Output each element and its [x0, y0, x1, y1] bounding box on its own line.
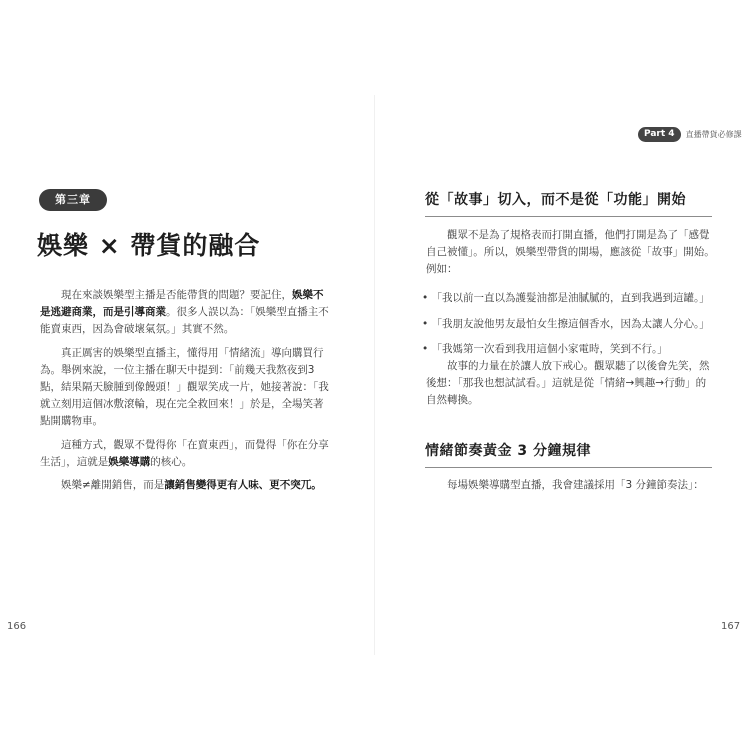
text-span: 現在來談娛樂型主播是否能帶貨的問題？要記住， [61, 289, 292, 301]
left-body [40, 287, 330, 500]
section-heading: 情緒節奏黃金 3 分鐘規律 [425, 440, 712, 468]
chapter-title: 娛樂 × 帶貨的融合 [37, 231, 261, 260]
paragraph [40, 437, 330, 471]
list-item-text: 「我媽第一次看到我用這個小家電時，笑到不行。」 [431, 343, 668, 356]
list-item [422, 316, 722, 333]
story-intro [426, 227, 716, 279]
paragraph: 故事的力量在於讓人放下戒心。觀眾聽了以後會先笑，然後想：「那我也想試試看。」這就是從「情緒→興趣→行動」的自然轉換。 [426, 360, 710, 407]
page-number: 166 [7, 621, 27, 632]
rhythm-intro [426, 477, 716, 494]
page-number: 167 [721, 621, 741, 632]
section-heading: 從「故事」切入，而不是從「功能」開始 [425, 189, 712, 217]
bullet-marker: • [422, 343, 429, 356]
story-examples-list [422, 290, 722, 367]
list-item-text: 「我朋友說他男友最怕女生擦這個香水，因為太讓人分心。」 [431, 317, 710, 330]
text-span: 。很多人誤以為：「娛樂型直播主不能賣東西，因為會破壞氣氛。」其實不然。 [40, 306, 329, 336]
emphasis: 娛樂導購 [108, 455, 151, 468]
list-item [422, 341, 722, 358]
part-name: 直播帶貨必修課 [685, 130, 742, 139]
text-span: 這種方式，觀眾不覺得你「在賣東西」，而覺得「你在分享生活」，這就是 [40, 438, 329, 468]
list-item-text: 「我以前一直以為護髮油都是油膩膩的，直到我遇到這罐。」 [431, 292, 710, 304]
bullet-marker: • [422, 292, 429, 304]
paragraph [40, 477, 330, 494]
chapter-badge: 第三章 [39, 189, 107, 211]
part-tab [638, 127, 742, 142]
paragraph: 真正厲害的娛樂型直播主，懂得用「情緒流」導向購買行為。舉例來說，一位主播在聊天中提到：「前幾天我熬夜到3點，結果隔天臉腫到像饅頭！」觀眾笑成一片，她接著說：「我就立刻用這個冰敷滾輪，現在完全救回來！」於是，全場笑著點開購物車。 [40, 346, 329, 428]
text-span: 娛樂≠離開銷售，而是 [61, 479, 165, 492]
text-span: 的核心。 [150, 455, 193, 468]
bullet-marker: • [422, 317, 429, 330]
paragraph: 觀眾不是為了規格表而打開直播，他們打開是為了「感覺自己被懂」。所以，娛樂型帶貨的開場，應該從「故事」開始。例如： [426, 229, 715, 276]
story-power [426, 358, 716, 410]
emphasis: 讓銷售變得更有人味、更不突兀。 [164, 479, 322, 492]
part-label: Part 4 [638, 127, 681, 142]
paragraph [40, 287, 330, 339]
right-page [375, 0, 750, 750]
emphasis: 娛樂不是逃避商業，而是引導商業 [40, 289, 324, 319]
paragraph: 每場娛樂導購型直播，我會建議採用「3 分鐘節奏法」： [447, 479, 704, 491]
list-item [422, 290, 722, 307]
